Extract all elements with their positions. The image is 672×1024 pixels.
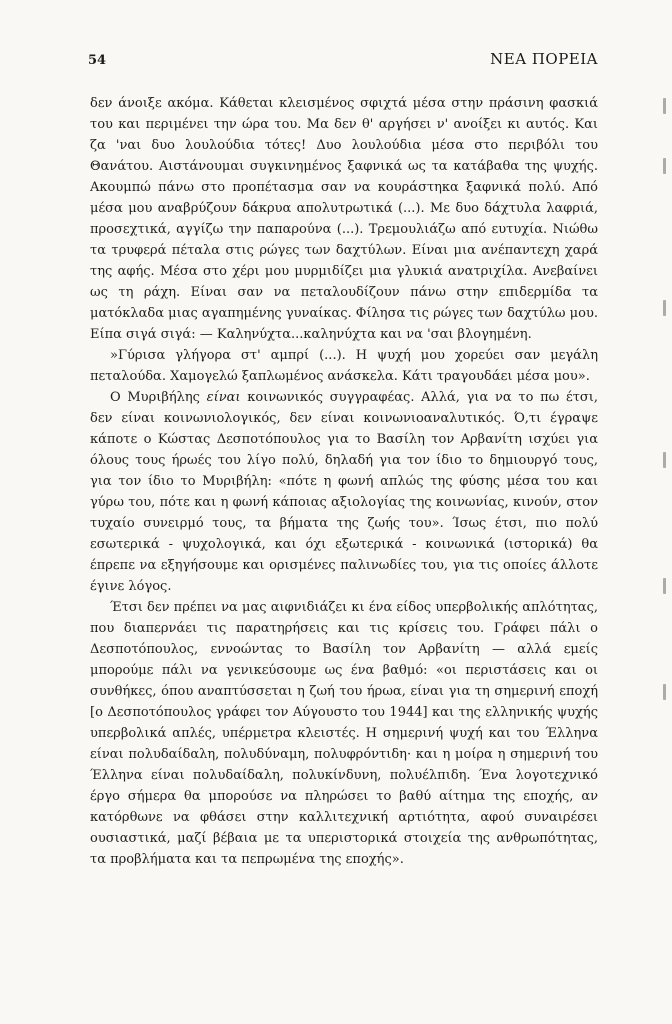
paragraph-simplicity: Έτσι δεν πρέπει να μας αιφνιδιάζει κι ένα είδος υπερβολικής απλότητας, που διαπερνάει τις παρατηρήσεις και τις κρίσεις του. Γράφει πάλι ο Δεσποτόπουλος, εννοώντας το Βασίλη τον Αρβανίτη — αλλά εμείς μπορούμε πάλι να γενικεύσουμε ως ένα βαθμό: «οι περιστάσεις και οι συνθήκες, όπου αναπτύσσεται η ζωή του ήρωα, είναι για τη σημερινή εποχή [ο Δεσποτόπουλος γράφει τον Αύγουστο του 1944] και της ελληνικής ψυχής υπερβολικά απλές, υπέρμετρα κλειστές. Η σημερινή ψυχή και του Έλληνα είναι πολυδαίδαλη, πολυδύναμη, πολυφρόντιδη· και η μοίρα η σημερινή του Έλληνα είναι πολυδαίδαλη, πολυκίνδυνη, πολυέλπιδη. Ένα λογοτεχνικό έργο σήμερα θα μπορούσε να πληρώσει το βαθύ αίτημα της εποχής, αν κατόρθωνε να φθάσει στην καλλιτεχνική αρτιότητα, αφού συναιρέσει ουσιαστικά, μαζί βέβαια με τα υπεριστορικά στοιχεία της ανθρωπότητας, τα προβλήματα και τα πεπρωμένα της εποχής». bbox=[90, 600, 598, 867]
margin-mark bbox=[663, 452, 666, 468]
paragraph-continued: δεν άνοιξε ακόμα. Κάθεται κλεισμένος σφιχτά μέσα στην πράσινη φασκιά του και περιμένει την ώρα του. Μα δεν θ' αργήσει ν' ανοίξει κι αυτός. Και ζα 'ναι δυο λουλούδια τότες! Δυο λουλούδια μέσα στο περιβόλι του Θανάτου. Αιστάνουμαι συγκινημένος ξαφνικά ως τα κατάβαθα της ψυχής. Ακουμπώ πάνω στο προπέτασμα σαν να κουράστηκα ξαφνικά πολύ. Από μέσα μου αναβρύζουν δάκρυα απολυτρωτικά (...). Με δυο δάχτυλα λαφριά, προσεχτικά, αγγίζω την παπαρούνα (...). Τρεμουλιάζω από ευτυχία. Νιώθω τα τρυφερά πέταλα στις ρώγες των δαχτύλων. Είναι μια ανέπαντεχη χαρά της αφής. Μέσα στο χέρι μου μυρμιδίζει μια γλυκιά ανατριχίλα. Ανεβαίνει ως τη ράχη. Είναι σαν να πεταλουδίζουν πάνω στην επιδερμίδα τα ματόκλαδα μιας αγαπημένης γυναίκας. Φίλησα τις ρώγες των δαχτύλω μου. Είπα σιγά σιγά: — Καληνύχτα...καληνύχτα και να 'σαι βλογημένη. bbox=[90, 96, 598, 342]
margin-mark bbox=[663, 98, 666, 114]
paragraph-myrivilis-social bbox=[90, 387, 598, 597]
margin-mark bbox=[663, 300, 666, 316]
page-number: 54 bbox=[88, 53, 107, 68]
margin-mark bbox=[663, 684, 666, 700]
paragraph-text-before-emphasis: Ο Μυριβήλης bbox=[110, 390, 207, 405]
paragraph-quote-end: »Γύρισα γλήγορα στ' αμπρί (...). Η ψυχή μου χορεύει σαν μεγάλη πεταλούδα. Χαμογελώ ξαπλωμένος ανάσκελα. Κάτι τραγουδάει μέσα μου». bbox=[90, 348, 598, 384]
emphasized-word: είναι bbox=[206, 390, 241, 405]
margin-mark bbox=[663, 578, 666, 594]
body-text bbox=[90, 93, 598, 870]
margin-mark bbox=[663, 158, 666, 174]
page-header bbox=[88, 50, 598, 74]
paragraph-text-after-emphasis: κοινωνικός συγγραφέας. Αλλά, για να το πω έτσι, δεν είναι κοινωνιολογικός, δεν είναι κοινωνιοαναλυτικός. Ό,τι έγραψε κάποτε ο Κώστας Δεσποτόπουλος για το Βασίλη τον Αρβανίτη ισχύει για όλους τους ήρωές του λίγο πολύ, δηλαδή για τον ίδιο το δημιουργό τους, για τον ίδιο το Μυριβήλη: «πότε η φωνή απλώς της φύσης μέσα του και γύρω του, πότε και η φωνή κάποιας αξιολογίας της κοινωνίας, κινούν, στον τυχαίο συνειρμό τους, τα βήματα της ζωής του». Ίσως έτσι, πιο πολύ εσωτερικά - ψυχολογικά, και όχι εξωτερικά - κοινωνικά (ιστορικά) θα έπρεπε να εξηγήσουμε και ορισμένες παλινωδίες του, για τις οποίες άλλοτε έγινε λόγος. bbox=[90, 390, 598, 594]
running-title: ΝΕΑ ΠΟΡΕΙΑ bbox=[490, 50, 598, 68]
